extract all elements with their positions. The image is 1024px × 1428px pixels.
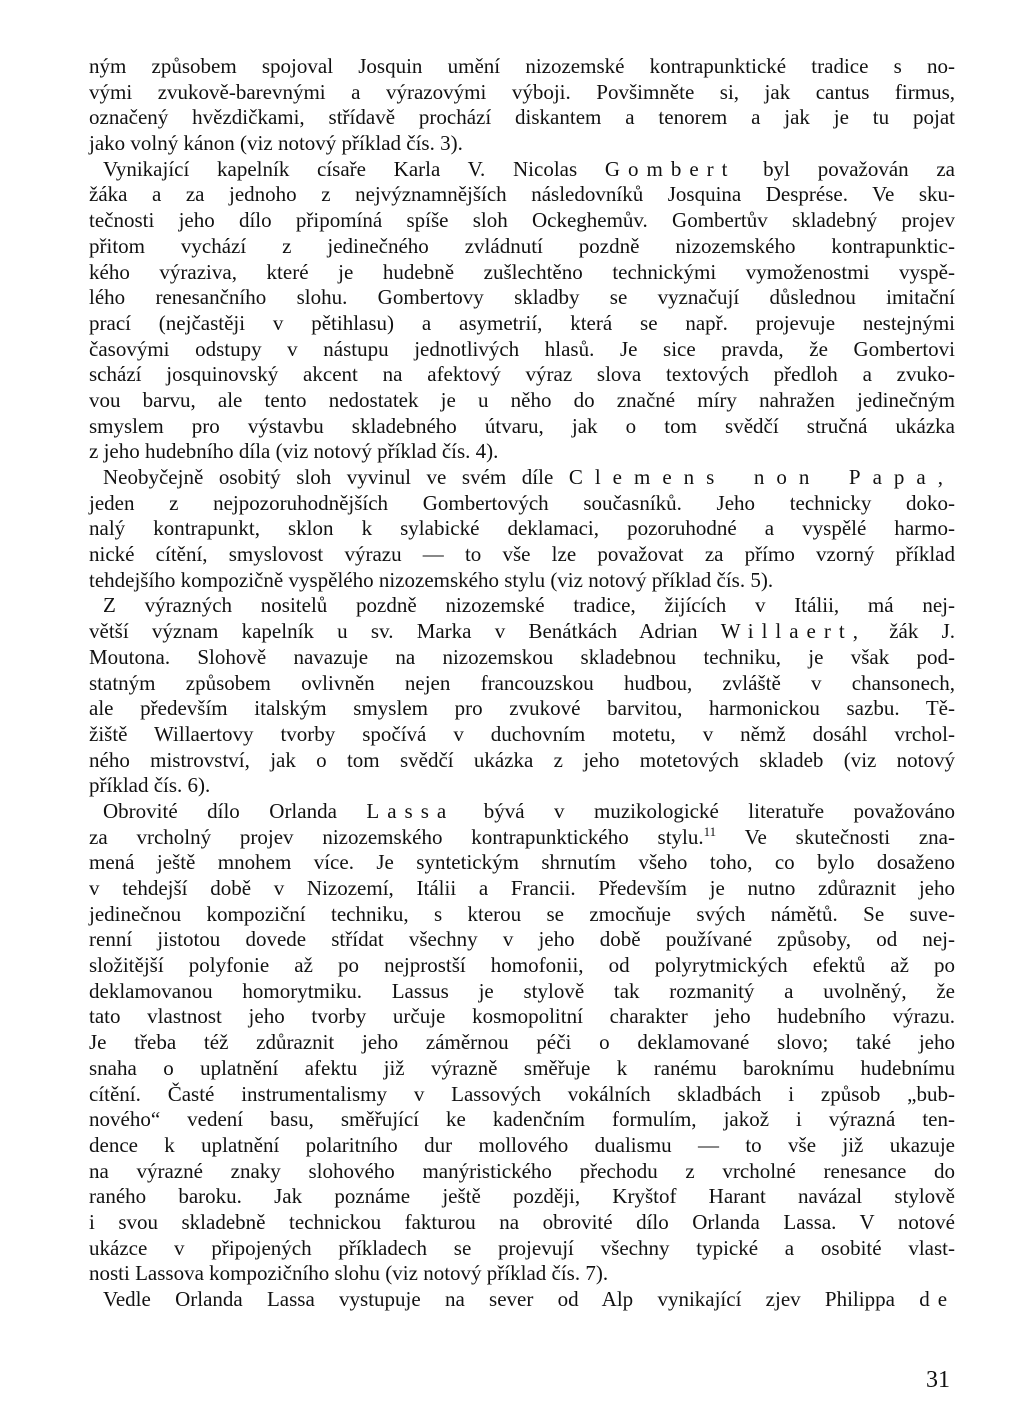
text-line: nické cítění, smyslovost výrazu — to vše lze považovat za přímo vzorný příklad (89, 542, 955, 567)
text-line: dence k uplatnění polaritního dur mollového dualismu — to vše již ukazuje (89, 1132, 955, 1157)
name-emphasis-de: de (919, 1287, 956, 1311)
text-line (89, 825, 955, 851)
text-line: raného baroku. Jak poznáme ještě později, Kryštof Harant navázal stylově (89, 1184, 955, 1209)
name-emphasis-willaert: Willaert, (720, 619, 866, 644)
text-line: jako volný kánon (viz notový příklad čís. 3). (89, 131, 463, 156)
text-line: vými zvukově-barevnými a výrazovými výboji. Povšimněte si, jak cantus firmus, (89, 79, 955, 104)
text-line: označený hvězdičkami, střídavě prochází diskantem a tenorem a jak je tu pojat (89, 105, 955, 130)
text-line: složitější polyfonie až po nejprostší homofonii, od polyrytmických efektů až po (89, 953, 955, 978)
text-segment: Obrovité dílo Orlanda (103, 798, 337, 823)
text-line (89, 799, 955, 825)
text-line: nalý kontrapunkt, sklon k sylabické deklamaci, pozoruhodné a vyspělé harmo- (89, 516, 955, 541)
text-segment: Vynikající kapelník císaře Karla V. Nicolas (103, 156, 578, 181)
text-segment: Ve skutečnosti zna- (744, 824, 955, 849)
text-line (89, 157, 955, 183)
text-line (89, 465, 955, 491)
text-line: ale především italským smyslem pro zvukové barvitou, harmonickou sazbu. Tě- (89, 696, 955, 721)
text-line: Z výrazných nositelů pozdně nizozemské tradice, žijících v Itálii, má nej- (103, 593, 955, 618)
text-line: i svou skladebně technickou fakturou na obrovité dílo Orlanda Lassa. V notové (89, 1209, 955, 1234)
text-line: příklad čís. 6). (89, 773, 211, 798)
text-line: ného mistrovství, jak o tom svědčí ukázka z jeho motetových skladeb (viz notový (89, 747, 955, 772)
text-line: deklamovanou homorytmiku. Lassus je stylově tak rozmanitý a uvolněný, že (89, 978, 955, 1003)
text-line: snaha o uplatnění afektu již výrazně směřuje k ranému baroknímu hudebnímu (89, 1055, 955, 1080)
text-segment: za vrcholný projev nizozemského kontrapunktického stylu. (89, 824, 704, 849)
text-line: renní jistotou dovede střídat všechny v jeho době používané způsoby, od nej- (89, 927, 955, 952)
name-emphasis-gombert: Gombert (604, 156, 736, 181)
text-line: ukázce v připojených příkladech se projevují všechny typické a osobité vlast- (89, 1235, 955, 1260)
text-line: Moutona. Slohově navazuje na nizozemskou skladebnou techniku, je však pod- (89, 644, 955, 669)
text-line: schází josquinovský akcent na afektový výraz slova textových předloh a zvuko- (89, 362, 955, 387)
text-segment: byl považován za (763, 156, 955, 181)
text-line: na výrazné znaky slohového manýristického přechodu z vrcholné renesance do (89, 1158, 955, 1183)
text-line: vou barvu, ale tento nedostatek je u něho do značné míry nahražen jedinečným (89, 387, 955, 412)
text-line: Je třeba též zdůraznit jeho záměrnou péči o deklamované slovo; také jeho (89, 1030, 955, 1055)
page-number: 31 (926, 1367, 950, 1393)
text-line: statným způsobem ovlivněn nejen francouzskou hudbou, zvláště v chansonech, (89, 670, 955, 695)
text-line: jeden z nejpozoruhodnějších Gombertových současníků. Jeho technicky doko- (89, 490, 955, 515)
text-segment: Vedle Orlanda Lassa vystupuje na sever od Alp vynikající zjev Philippa (103, 1287, 895, 1311)
text-line: v tehdejší době v Nizozemí, Itálii a Francii. Především je nutno zdůraznit jeho (89, 876, 955, 900)
text-line: mená ještě mnohem více. Je syntetickým shrnutím všeho toho, co bylo dosaženo (89, 850, 955, 875)
text-line: nového“ vedení basu, směřující ke kadenčním formulím, jakož i výrazná ten- (89, 1107, 955, 1132)
text-line: žáka a za jednoho z nejvýznamnějších následovníků Josquina Desprése. Ve sku- (89, 182, 955, 207)
text-line: tehdejšího kompozičně vyspělého nizozemského stylu (viz notový příklad čís. 5). (89, 567, 774, 592)
text-segment: žák J. (889, 619, 956, 644)
text-line: tečnosti jeho dílo připomíná spíše sloh Ockeghemův. Gombertův skladebný projev (89, 208, 955, 233)
text-line: časovými odstupy v nástupu jednotlivých hlasů. Je sice pravda, že Gombertovi (89, 336, 955, 361)
body-text (89, 54, 955, 1313)
text-line: jedinečnou kompoziční techniku, s kterou se zmocňuje svých námětů. Se suve- (89, 901, 955, 926)
text-segment: větší význam kapelník u sv. Marka v Benátkách Adrian (89, 619, 698, 644)
text-line: prací (nejčastěji v pětihlasu) a asymetrií, která se např. projevuje nestejnými (89, 310, 955, 335)
text-line: lého renesančního slohu. Gombertovy skladby se vyznačují důslednou imitační (89, 285, 955, 310)
text-segment: Neobyčejně osobitý sloh vyvinul ve svém díle (103, 465, 554, 489)
text-line: nosti Lassova kompozičního slohu (viz notový příklad čís. 7). (89, 1261, 609, 1286)
text-line (89, 619, 955, 645)
text-line: cítění. Časté instrumentalismy v Lassových vokálních skladbách i způsob „bub- (89, 1081, 955, 1106)
name-emphasis-clemens: Clemens non Papa, (568, 465, 955, 489)
text-line (89, 1287, 955, 1313)
text-segment: bývá v muzikologické literatuře považováno (483, 798, 956, 823)
text-line: z jeho hudebního díla (viz notový příklad čís. 4). (89, 439, 499, 464)
text-line: kého výraziva, které je hudebně zušlechtěno technickými vymoženostmi vyspě- (89, 259, 955, 284)
text-line: ným způsobem spojoval Josquin umění nizozemské kontrapunktické tradice s no- (89, 54, 955, 78)
name-emphasis-lassa: Lassa (366, 798, 455, 823)
text-line: žiště Willaertovy tvorby spočívá v duchovním motetu, v němž dosáhl vrchol- (89, 721, 955, 746)
text-line: tato vlastnost jeho tvorby určuje kosmopolitní charakter jeho hudebního výrazu. (89, 1004, 955, 1029)
footnote-marker: 11 (703, 823, 717, 839)
text-line: přitom vychází z jedinečného zvládnutí pozdně nizozemského kontrapunktic- (89, 233, 955, 258)
text-line: smyslem pro výstavbu skladebného útvaru, jak o tom svědčí stručná ukázka (89, 413, 955, 438)
